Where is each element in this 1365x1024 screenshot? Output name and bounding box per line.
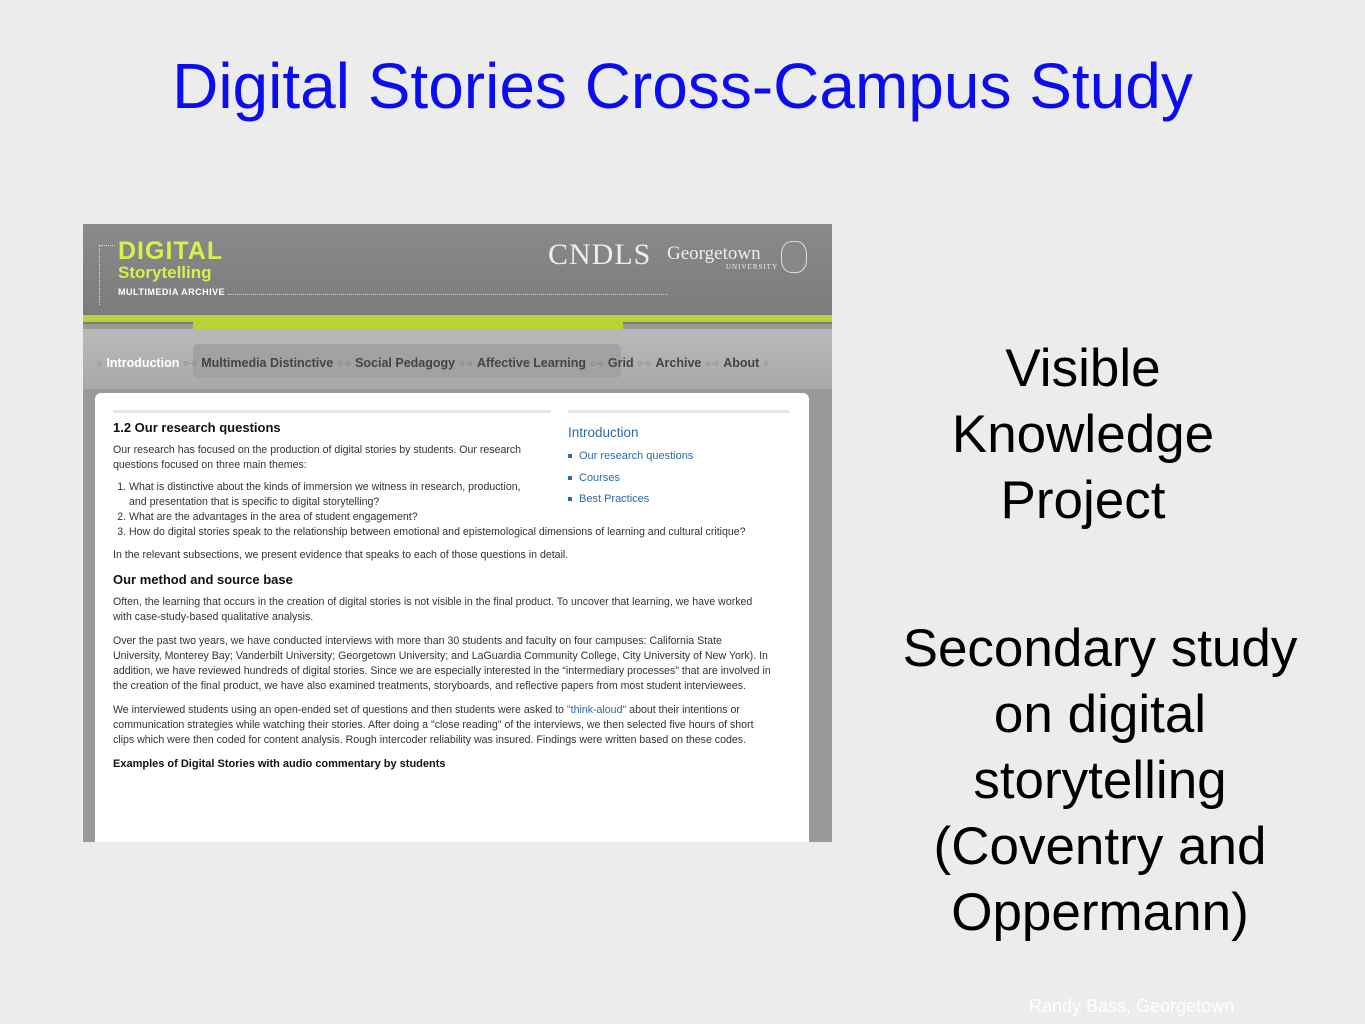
site-logo-tagline: MULTIMEDIA ARCHIVE (118, 287, 226, 297)
secondary-line: (Coventry and (933, 817, 1267, 876)
header-accent-tab (193, 321, 623, 329)
vkp-line: Knowledge (951, 405, 1215, 464)
vkp-line: Project (1000, 471, 1166, 530)
website-screenshot (83, 224, 832, 842)
sidebar (568, 425, 798, 511)
divider (113, 410, 551, 413)
vkp-line: Visible (1005, 339, 1161, 398)
divider (568, 410, 790, 413)
sidebar-link-courses[interactable]: Courses (568, 468, 798, 490)
method-heading: Our method and source base (113, 572, 293, 587)
text-span: We interviewed students using an open-ended set of questions and then students were asked to (113, 704, 567, 716)
nav-item-multimedia-distinctive[interactable]: Multimedia Distinctive (201, 356, 334, 370)
vkp-caption (930, 336, 1236, 534)
site-logo-title[interactable]: DIGITAL (118, 237, 224, 265)
main-nav (95, 350, 771, 376)
tagline-dotted-line (228, 294, 668, 296)
university-seal-icon (781, 241, 807, 273)
method-paragraph: Over the past two years, we have conducted interviews with more than 30 students and faculty on four campuses: California State University, Monterey Bay; Vanderbilt University; Georgetown University; and LaGuardia Community College, City University of New York). In addition, we have reviewed hundreds of digital stories. Since we are especially interested in the “intermediary processes” that are involved in the creation of the final product, we have also examined treatments, storyboards, and reflective papers from most student interviewees. (113, 635, 771, 692)
secondary-line: Oppermann) (951, 883, 1249, 942)
list-item: 1. What is distinctive about the kinds of immersion we witness in research, production, and presentation that is specific to digital storytelling? (129, 480, 539, 510)
sidebar-link-best-practices[interactable]: Best Practices (568, 489, 798, 511)
logo-dotted-line (99, 245, 102, 305)
list-item: 3. How do digital stories speak to the relationship between emotional and epistemological dimensions of learning and cultural critique? (129, 525, 773, 540)
nav-dot-icon: ○·○ (183, 358, 198, 368)
sidebar-link-research-questions[interactable]: Our research questions (568, 446, 798, 468)
nav-dot-icon: ○·○ (590, 358, 604, 368)
secondary-line: storytelling (973, 751, 1227, 810)
examples-heading: Examples of Digital Stories with audio commentary by students (113, 758, 446, 770)
secondary-study-caption (880, 616, 1320, 946)
page-heading: 1.2 Our research questions (113, 420, 281, 435)
slide-title: Digital Stories Cross-Campus Study (172, 50, 1193, 122)
nav-item-introduction[interactable]: Introduction (106, 356, 180, 370)
text-span: about their intentions or communication strategies while watching their stories. After doing a "close reading" of the interviews, we then selected five hours of short clips which were then coded for content analysis. Rough intercoder reliability was insured. Findings were written based on these codes. (113, 704, 754, 746)
intro-paragraph: Our research has focused on the production of digital stories by students. Our research questions focused on three main themes: (113, 444, 522, 471)
secondary-line: on digital (993, 685, 1207, 744)
list-item: 2. What are the advantages in the area of student engagement? (129, 510, 773, 525)
nav-item-grid[interactable]: Grid (607, 356, 634, 370)
sidebar-title[interactable]: Introduction (568, 425, 639, 440)
nav-item-social-pedagogy[interactable]: Social Pedagogy (355, 356, 456, 370)
content-panel (95, 393, 809, 842)
think-aloud-link[interactable]: "think-aloud" (566, 704, 627, 716)
georgetown-logo[interactable]: Georgetown (667, 243, 761, 264)
nav-dot-icon: ○·○ (459, 358, 473, 368)
nav-dot-icon: ○·○ (705, 358, 720, 368)
nav-item-affective-learning[interactable]: Affective Learning (476, 356, 587, 370)
slide-footer: Randy Bass, Georgetown (1029, 996, 1235, 1016)
secondary-line: Secondary study (902, 619, 1298, 678)
site-logo-subtitle[interactable]: Storytelling (118, 263, 212, 282)
logo-dotted-line (101, 245, 115, 247)
method-paragraph: Often, the learning that occurs in the creation of digital stories is not visible in the final product. To uncover that learning, we have worked with case-study-based qualitative analysis. (113, 596, 753, 623)
cndls-logo[interactable]: CNDLS (548, 238, 652, 271)
method-paragraph (113, 703, 773, 748)
nav-dot-icon: ○ (763, 358, 769, 368)
after-questions-paragraph: In the relevant subsections, we present evidence that speaks to each of those questions in detail. (113, 549, 569, 561)
nav-item-archive[interactable]: Archive (655, 356, 702, 370)
nav-item-about[interactable]: About (723, 356, 760, 370)
nav-dot-icon: ○·○ (637, 358, 652, 368)
georgetown-logo-sub: UNIVERSITY (726, 263, 778, 271)
nav-dot-icon: ○ (97, 358, 103, 368)
nav-dot-icon: ○·○ (337, 358, 352, 368)
sidebar-links (568, 446, 798, 511)
